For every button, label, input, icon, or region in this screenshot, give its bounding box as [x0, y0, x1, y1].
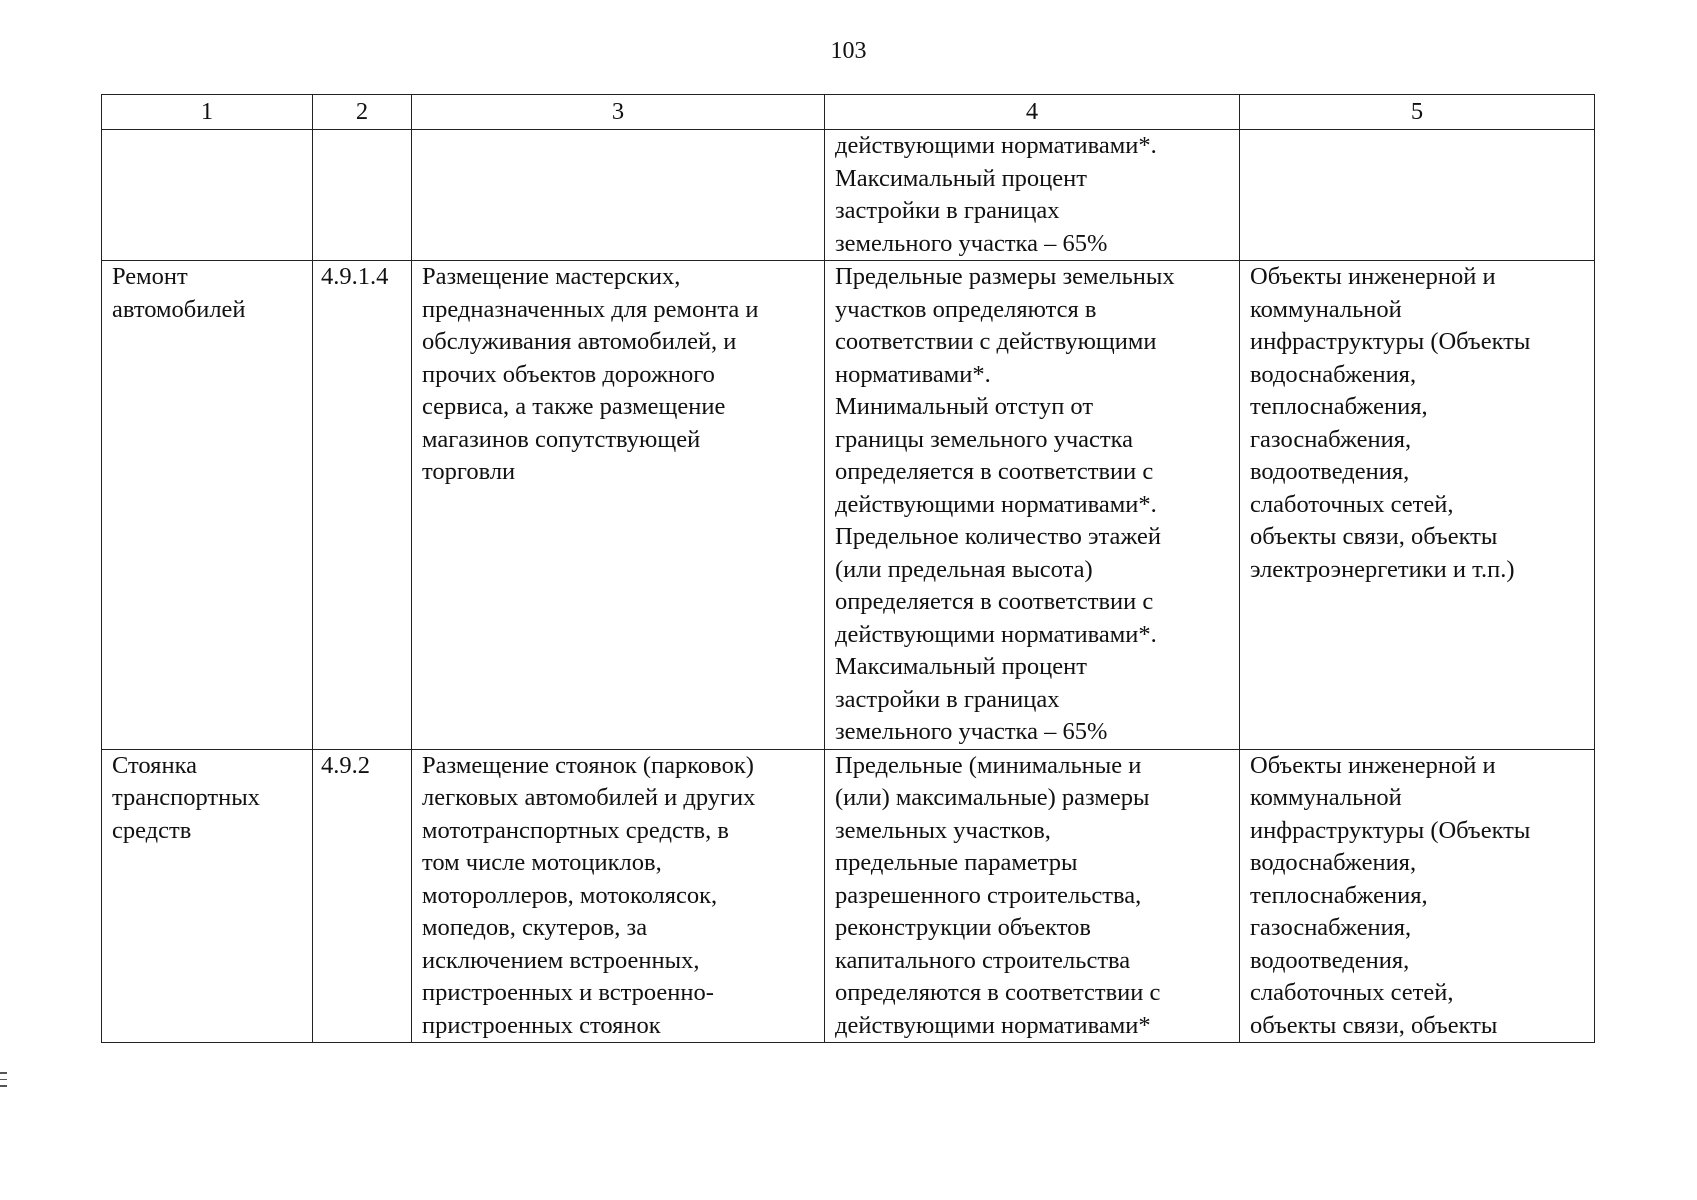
table-row: [102, 261, 1595, 750]
code-cell: 4.9.1.4: [313, 261, 412, 750]
cell-line: водоснабжения,: [1250, 849, 1417, 876]
cell-line: теплоснабжения,: [1250, 393, 1428, 420]
cell-line: обслуживания автомобилей, и: [422, 328, 737, 355]
cell-line: определяется в соответствии с: [835, 588, 1154, 615]
cell-line: автомобилей: [112, 295, 246, 323]
name-cell: [102, 130, 313, 261]
cell-line: Объекты инженерной и: [1250, 263, 1496, 290]
cell-line: разрешенного строительства,: [835, 881, 1142, 909]
cell-line: том числе мотоциклов,: [422, 849, 662, 876]
table-row: [102, 130, 1595, 261]
cell-line: водоотведения,: [1250, 458, 1410, 485]
cell-line: земельных участков,: [835, 816, 1051, 844]
column-header-4: 4: [825, 95, 1240, 130]
cell-line: мототранспортных средств, в: [422, 816, 729, 844]
cell-line: коммунальной: [1250, 295, 1402, 323]
cell-line: пристроенных стоянок: [422, 1011, 661, 1039]
cell-line: водоснабжения,: [1250, 360, 1417, 388]
cell-line: инфраструктуры (Объекты: [1250, 816, 1531, 844]
cell-line: границы земельного участка: [835, 425, 1134, 453]
cell-line: действующими нормативами*.: [835, 490, 1157, 518]
cell-line: определяются в соответствии с: [835, 979, 1161, 1006]
cell-line: действующими нормативами*.: [835, 620, 1157, 648]
name-cell: [102, 749, 313, 1043]
cell-line: легковых автомобилей и других: [422, 784, 756, 811]
cell-line: мотороллеров, мотоколясок,: [422, 881, 718, 909]
cell-line: Ремонт: [112, 263, 188, 290]
cell-line: слаботочных сетей,: [1250, 490, 1454, 518]
parameters-cell: [825, 130, 1240, 261]
cell-line: нормативами*.: [835, 360, 991, 388]
cell-line: магазинов сопутствующей: [422, 425, 701, 453]
column-header-2: 2: [313, 95, 412, 130]
cell-line: средств: [112, 816, 192, 844]
cell-line: газоснабжения,: [1250, 425, 1412, 453]
cell-line: земельного участка – 65%: [835, 229, 1108, 257]
column-header-3: 3: [412, 95, 825, 130]
cell-line: сервиса, а также размещение: [422, 393, 726, 420]
cell-line: Объекты инженерной и: [1250, 751, 1496, 779]
cell-line: капитального строительства: [835, 946, 1131, 974]
cell-line: Минимальный отступ от: [835, 393, 1094, 420]
cell-line: застройки в границах: [835, 685, 1060, 713]
cell-line: инфраструктуры (Объекты: [1250, 328, 1531, 355]
cell-line: Предельное количество этажей: [835, 523, 1161, 550]
parameters-cell: [825, 261, 1240, 750]
auxiliary-cell: [1240, 261, 1595, 750]
page-number: 103: [830, 38, 867, 64]
cell-line: действующими нормативами*.: [835, 132, 1157, 159]
land-use-table: [101, 94, 1595, 1043]
cell-line: торговли: [422, 458, 516, 485]
cell-line: объекты связи, объекты: [1250, 523, 1498, 550]
cell-line: Максимальный процент: [835, 653, 1087, 680]
cell-line: газоснабжения,: [1250, 914, 1412, 941]
cell-line: транспортных: [112, 784, 260, 811]
cell-line: Предельные размеры земельных: [835, 263, 1175, 290]
cell-line: Размещение стоянок (парковок): [422, 751, 754, 779]
table-body: [102, 130, 1595, 1043]
auxiliary-cell: [1240, 749, 1595, 1043]
code-cell: 4.9.2: [313, 749, 412, 1043]
column-header-5: 5: [1240, 95, 1595, 130]
margin-mark-icon: [0, 1072, 8, 1094]
header-row: [102, 95, 1595, 130]
description-cell: [412, 749, 825, 1043]
cell-line: застройки в границах: [835, 197, 1060, 224]
table-row: [102, 749, 1595, 1043]
code-cell: [313, 130, 412, 261]
cell-line: электроэнергетики и т.п.): [1250, 555, 1515, 583]
cell-line: реконструкции объектов: [835, 914, 1091, 941]
cell-line: действующими нормативами*: [835, 1011, 1151, 1039]
cell-line: мопедов, скутеров, за: [422, 914, 648, 941]
table-header: [102, 95, 1595, 130]
cell-line: водоотведения,: [1250, 946, 1410, 974]
cell-line: (или) максимальные) размеры: [835, 784, 1150, 811]
cell-line: определяется в соответствии с: [835, 458, 1154, 485]
description-cell: [412, 261, 825, 750]
cell-line: коммунальной: [1250, 784, 1402, 811]
cell-line: Размещение мастерских,: [422, 263, 681, 290]
cell-line: теплоснабжения,: [1250, 881, 1428, 909]
cell-line: (или предельная высота): [835, 555, 1093, 583]
cell-line: исключением встроенных,: [422, 946, 700, 974]
cell-line: соответствии с действующими: [835, 328, 1157, 355]
cell-line: объекты связи, объекты: [1250, 1011, 1498, 1039]
cell-line: земельного участка – 65%: [835, 718, 1108, 745]
auxiliary-cell: [1240, 130, 1595, 261]
description-cell: [412, 130, 825, 261]
cell-line: Стоянка: [112, 751, 197, 779]
cell-line: участков определяются в: [835, 295, 1097, 323]
cell-line: Предельные (минимальные и: [835, 751, 1142, 779]
cell-line: предельные параметры: [835, 849, 1078, 876]
parameters-cell: [825, 749, 1240, 1043]
name-cell: [102, 261, 313, 750]
cell-line: Максимальный процент: [835, 164, 1087, 192]
column-header-1: 1: [102, 95, 313, 130]
cell-line: слаботочных сетей,: [1250, 979, 1454, 1006]
cell-line: предназначенных для ремонта и: [422, 295, 759, 323]
cell-line: прочих объектов дорожного: [422, 360, 715, 388]
cell-line: пристроенных и встроенно-: [422, 979, 714, 1006]
